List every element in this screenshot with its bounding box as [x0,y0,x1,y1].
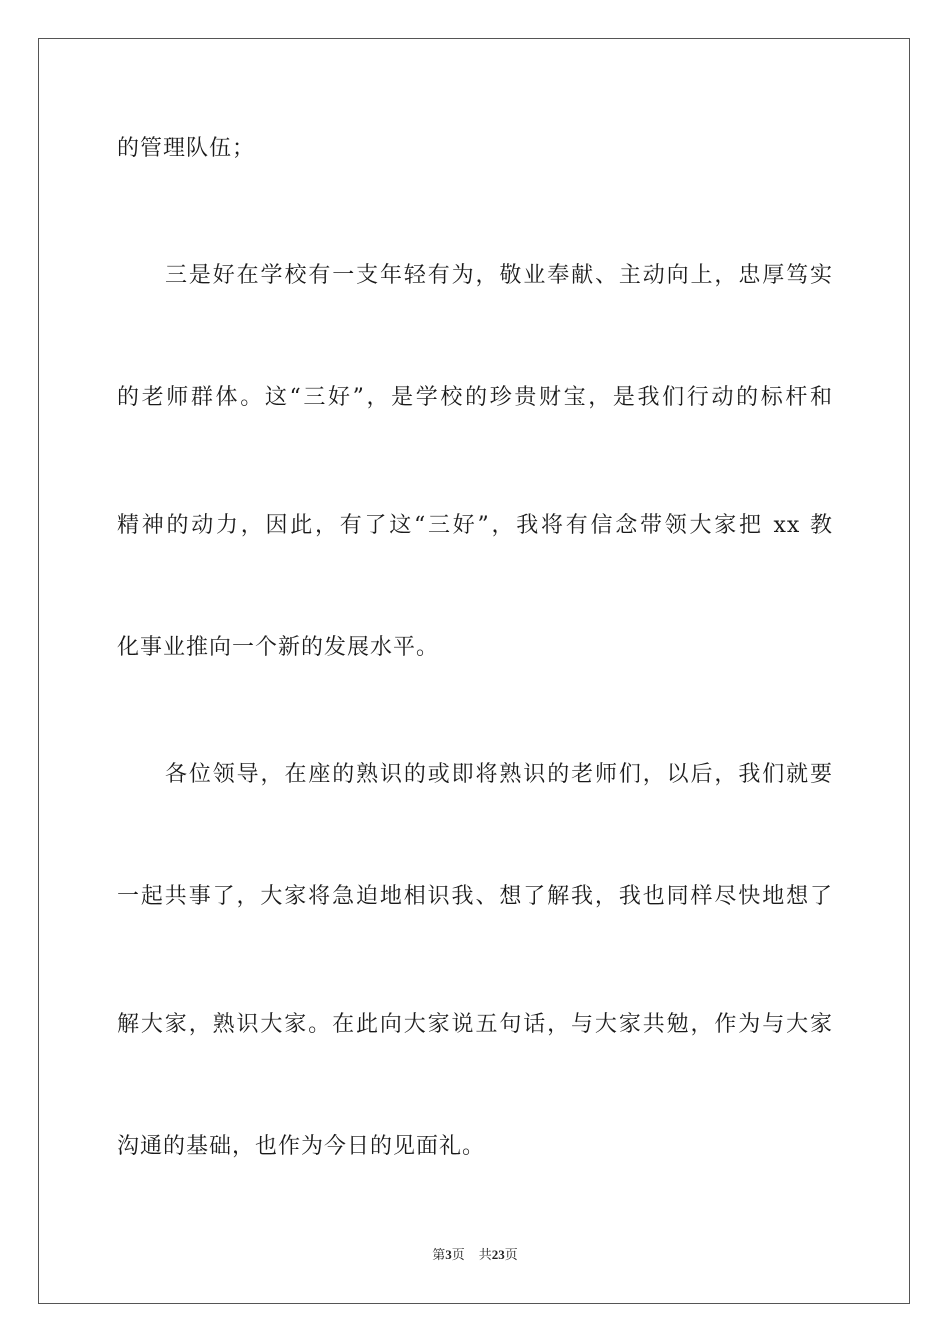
page-prefix: 第 [432,1248,446,1263]
text-line-9: 沟通的基础，也作为今日的见面礼。 [117,1134,486,1159]
page-footer [0,1246,950,1265]
text-line-5: 化事业推向一个新的发展水平。 [117,635,440,660]
page-suffix: 页 [451,1248,465,1263]
text-line-7: 一起共事了，大家将急迫地相识我、想了解我，我也同样尽快地想了 [117,884,833,909]
text-line-6: 各位领导，在座的熟识的或即将熟识的老师们，以后，我们就要 [165,762,833,787]
text-line-8: 解大家，熟识大家。在此向大家说五句话，与大家共勉，作为与大家 [117,1012,833,1037]
total-suffix: 页 [504,1248,518,1263]
text-line-1: 的管理队伍； [117,136,256,161]
text-line-2: 三是好在学校有一支年轻有为，敬业奉献、主动向上，忠厚笃实 [165,263,833,288]
page-number: 3 [445,1247,452,1262]
text-line-4: 精神的动力，因此，有了这“三好”，我将有信念带领大家把 xx 教 [117,513,834,538]
text-line-3: 的老师群体。这“三好”，是学校的珍贵财宝，是我们行动的标杆和 [117,385,833,410]
total-prefix: 共 [478,1248,492,1263]
total-pages: 23 [491,1247,505,1262]
page-border [38,38,910,1304]
